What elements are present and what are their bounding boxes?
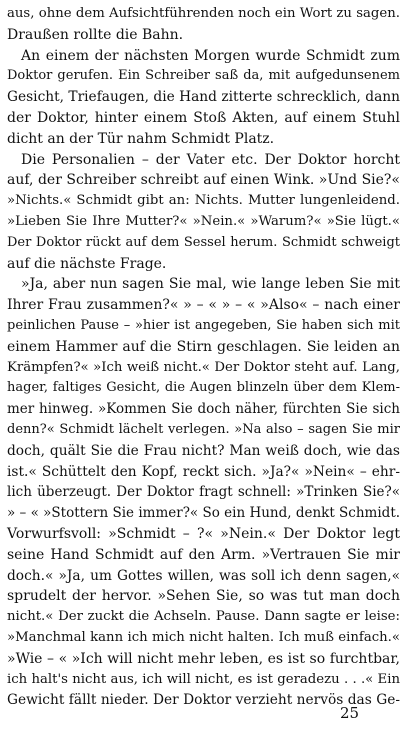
text-line: peinlichen Pause – »hier ist angegeben, Sie haben sich mit xyxy=(7,317,400,333)
text-line: ich halt's nicht aus, ich will nicht, es ist geradezu . . .« Ein xyxy=(7,671,400,687)
text-line: ist.« Schüttelt den Kopf, reckt sich. »Ja?« »Nein« – ehr- xyxy=(7,463,400,480)
text-line: einem Hammer auf die Stirn geschlagen. Sie leiden an xyxy=(7,338,400,355)
text-line: seine Hand Schmidt auf den Arm. »Vertrauen Sie mir xyxy=(7,546,400,563)
text-line: lich überzeugt. Der Doktor fragt schnell: »Trinken Sie?« xyxy=(7,484,400,501)
text-line: mer hinweg. »Kommen Sie doch näher, fürchten Sie sich xyxy=(7,401,400,418)
text-line: hager, faltiges Gesicht, die Augen blinzeln über dem Klem- xyxy=(7,380,400,396)
text-line: An einem der nächsten Morgen wurde Schmidt zum xyxy=(21,47,400,64)
text-line: der Doktor, hinter einem Stoß Akten, auf einem Stuhl xyxy=(7,109,400,126)
text-line: Die Personalien – der Vater etc. Der Doktor horcht xyxy=(21,151,400,168)
text-line: Doktor gerufen. Ein Schreiber saß da, mit aufgedunsenem xyxy=(7,68,400,84)
text-line: »Nichts.« Schmidt gibt an: Nichts. Mutter lungenleidend. xyxy=(7,193,400,209)
book-page-text xyxy=(7,4,400,711)
text-line: »Lieben Sie Ihre Mutter?« »Nein.« »Warum?« »Sie lügt.« xyxy=(7,213,400,229)
text-line: »Ja, aber nun sagen Sie mal, wie lange leben Sie mit xyxy=(21,276,400,293)
text-line: doch, quält Sie die Frau nicht? Man weiß doch, wie das xyxy=(7,442,400,459)
page-number: 25 xyxy=(340,704,360,722)
text-line: »Manchmal kann ich mich nicht halten. Ich muß einfach.« xyxy=(7,629,400,645)
text-line: Der Doktor rückt auf dem Sessel herum. Schmidt schweigt xyxy=(7,234,400,250)
text-line: aus, ohne dem Aufsichtführenden noch ein Wort zu sagen. xyxy=(7,6,400,21)
text-line: auf, der Schreiber schreibt auf einen Wink. »Und Sie?« xyxy=(7,172,400,189)
text-line: dicht an der Tür nahm Schmidt Platz. xyxy=(7,130,275,147)
text-line: » – « »Stottern Sie immer?« So ein Hund, denkt Schmidt. xyxy=(7,505,401,522)
text-line: nicht.« Der zuckt die Achseln. Pause. Dann sagte er leise: xyxy=(7,609,400,625)
text-line: Krämpfen?« »Ich weiß nicht.« Der Doktor steht auf. Lang, xyxy=(7,359,400,375)
text-line: »Wie – « »Ich will nicht mehr leben, es ist so furchtbar, xyxy=(7,650,400,667)
text-line: Draußen rollte die Bahn. xyxy=(7,26,184,43)
text-line: auf die nächste Frage. xyxy=(7,255,167,272)
text-line: sprudelt der hervor. »Sehen Sie, so was tut man doch xyxy=(7,588,400,605)
text-line: Gesicht, Triefaugen, die Hand zitterte schrecklich, dann xyxy=(7,89,400,106)
text-line: Gewicht fällt nieder. Der Doktor verzieht nervös das Ge- xyxy=(7,692,400,709)
text-line: Vorwurfsvoll: »Schmidt – ?« »Nein.« Der Doktor legt xyxy=(7,525,400,542)
text-line: doch.« »Ja, um Gottes willen, was soll ich denn sagen,« xyxy=(7,567,400,584)
text-line: Ihrer Frau zusammen?« » – « » – « »Also« – nach einer xyxy=(7,297,400,314)
text-line: denn?« Schmidt lächelt verlegen. »Na also – sagen Sie mir xyxy=(7,421,400,437)
